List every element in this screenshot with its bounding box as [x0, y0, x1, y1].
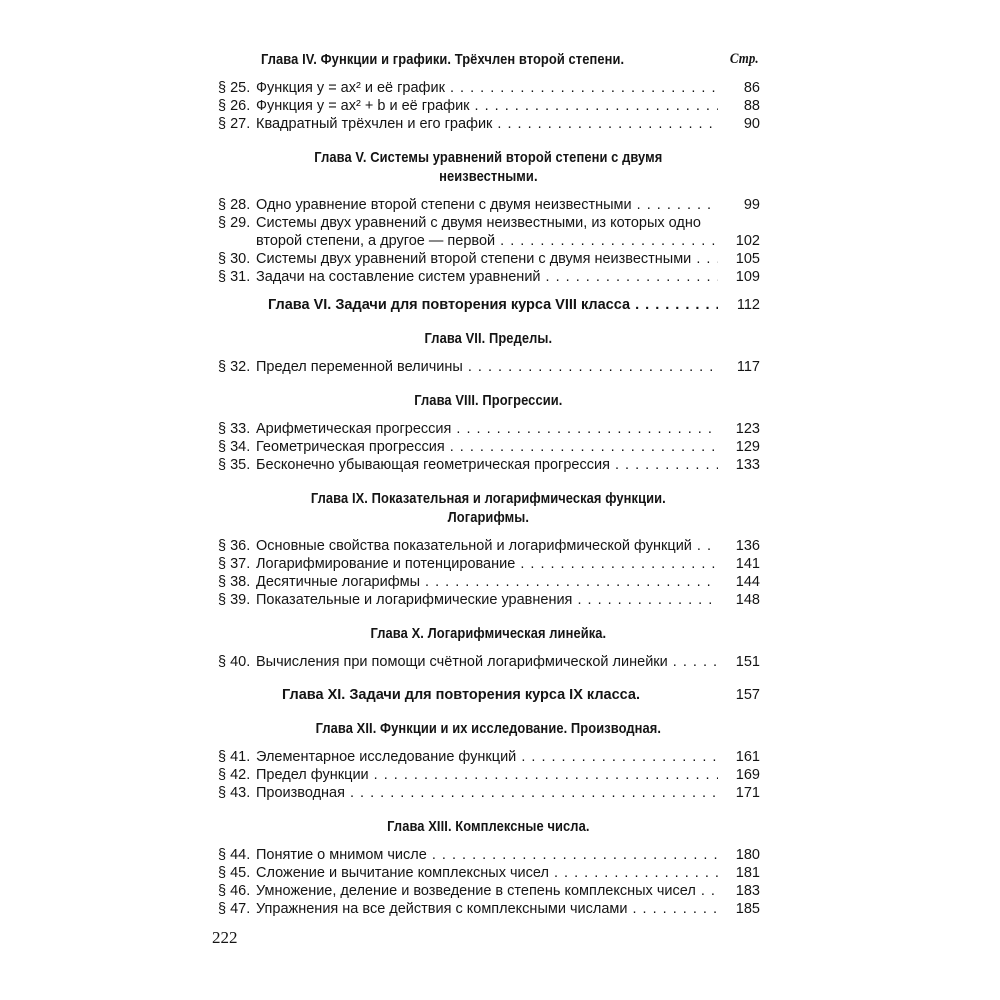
- toc-entry[interactable]: [218, 555, 760, 573]
- toc-entry[interactable]: [218, 214, 760, 232]
- toc-entry-cont[interactable]: [218, 232, 760, 250]
- page-ref: 169: [735, 767, 760, 783]
- chapter-title: Глава V. Системы уравнений второй степени с двумя: [314, 149, 663, 166]
- section-title: Понятие о мнимом числе . . .: [256, 846, 718, 864]
- chapter-5-entries: [218, 196, 760, 286]
- section-number: § 36.: [218, 538, 251, 554]
- page-ref: 136: [735, 538, 760, 554]
- section-number: § 26.: [218, 98, 251, 114]
- page-ref: 112: [736, 297, 760, 313]
- toc-entry[interactable]: [218, 882, 760, 900]
- section-title: Системы двух уравнений с двумя неизвестными, из которых одно: [256, 215, 701, 231]
- section-title: Сложение и вычитание комплексных чисел . . .: [256, 864, 718, 882]
- section-title: Системы двух уравнений второй степени с двумя неизвестными . . .: [256, 250, 718, 268]
- section-number: § 32.: [218, 359, 251, 375]
- section-title: Показательные и логарифмические уравнения . . .: [256, 591, 718, 609]
- chapter-9-entries: [218, 537, 760, 609]
- page-ref: 105: [735, 251, 760, 267]
- section-title: Одно уравнение второй степени с двумя неизвестными . . .: [256, 196, 718, 214]
- section-number: § 39.: [218, 592, 251, 608]
- toc-entry[interactable]: [218, 748, 760, 766]
- section-number: § 25.: [218, 80, 251, 96]
- section-number: § 34.: [218, 439, 251, 455]
- chapter-heading: [218, 148, 759, 167]
- page-ref: 171: [735, 785, 760, 801]
- toc-entry[interactable]: [218, 591, 760, 609]
- page-ref: 133: [735, 457, 760, 473]
- section-title: Логарифмирование и потенцирование . . .: [256, 555, 718, 573]
- page-ref: 141: [735, 556, 760, 572]
- section-number: § 28.: [218, 197, 251, 213]
- page-ref: 180: [735, 847, 760, 863]
- section-number: § 33.: [218, 421, 251, 437]
- section-title: Квадратный трёхчлен и его график . . .: [256, 115, 718, 133]
- chapter-8-entries: [218, 420, 760, 474]
- chapter-title: Глава VII. Пределы.: [424, 330, 553, 347]
- section-title-cont: второй степени, а другое — первой . . .: [256, 232, 718, 250]
- toc-entry[interactable]: [218, 196, 760, 214]
- chapter-title: Глава XIII. Комплексные числа.: [387, 818, 590, 835]
- chapter-heading-cont: [218, 508, 759, 527]
- section-number: § 42.: [218, 767, 251, 783]
- section-number: § 31.: [218, 269, 251, 285]
- page-ref: 183: [735, 883, 760, 899]
- toc-entry[interactable]: [218, 115, 760, 133]
- section-title: Элементарное исследование функций . . .: [256, 748, 718, 766]
- toc-entry[interactable]: [218, 900, 760, 918]
- page-ref: 109: [735, 269, 760, 285]
- section-number: § 27.: [218, 116, 251, 132]
- section-title: Вычисления при помощи счётной логарифмической линейки . . .: [256, 653, 718, 671]
- table-of-contents: [218, 50, 760, 918]
- section-number: § 45.: [218, 865, 251, 881]
- toc-entry[interactable]: [218, 438, 760, 456]
- section-title: Умножение, деление и возведение в степень комплексных чисел . . .: [256, 882, 718, 900]
- chapter-heading: [218, 391, 759, 410]
- chapter-heading: [218, 624, 759, 643]
- toc-entry[interactable]: [218, 864, 760, 882]
- section-title: Задачи на составление систем уравнений . . .: [256, 268, 718, 286]
- page-ref: 123: [735, 421, 760, 437]
- chapter-heading: [218, 50, 759, 69]
- chapter-13-entries: [218, 846, 760, 918]
- toc-entry[interactable]: [218, 537, 760, 555]
- chapter-title: Глава IX. Показательная и логарифмическая функции.: [310, 490, 666, 507]
- section-number: § 30.: [218, 251, 251, 267]
- section-title: Основные свойства показательной и логарифмической функций . . .: [256, 537, 718, 555]
- toc-entry[interactable]: [218, 846, 760, 864]
- page-ref: 99: [743, 197, 760, 213]
- chapter-title: Глава XI. Задачи для повторения курса IX класса.: [282, 687, 641, 703]
- chapter-heading-cont: [218, 167, 759, 186]
- chapter-12-entries: [218, 748, 760, 802]
- chapter-heading-entry[interactable]: [218, 686, 760, 704]
- chapter-10-entries: [218, 653, 760, 671]
- toc-entry[interactable]: [218, 653, 760, 671]
- chapter-title-cont: неизвестными.: [439, 168, 538, 185]
- page-ref: 144: [735, 574, 760, 590]
- toc-entry[interactable]: [218, 784, 760, 802]
- section-number: § 37.: [218, 556, 251, 572]
- chapter-title: Глава VIII. Прогрессии.: [414, 392, 563, 409]
- page-number: 222: [212, 928, 238, 947]
- section-title: Арифметическая прогрессия . . .: [256, 420, 718, 438]
- page-ref: 129: [735, 439, 760, 455]
- toc-entry[interactable]: [218, 766, 760, 784]
- toc-entry[interactable]: [218, 250, 760, 268]
- page-ref: 181: [735, 865, 760, 881]
- section-title: Функция y = ax² и её график . . .: [256, 79, 718, 97]
- section-number: § 46.: [218, 883, 251, 899]
- page-column-label: Стр.: [729, 51, 759, 67]
- section-number: § 40.: [218, 654, 251, 670]
- chapter-title: Глава XII. Функции и их исследование. Производная.: [315, 720, 662, 737]
- section-number: § 38.: [218, 574, 251, 590]
- section-title: Предел переменной величины . . .: [256, 358, 718, 376]
- page-ref: 88: [743, 98, 760, 114]
- chapter-heading: [218, 817, 759, 836]
- section-number: § 47.: [218, 901, 251, 917]
- section-title: Десятичные логарифмы . . .: [256, 573, 718, 591]
- toc-entry[interactable]: [218, 420, 760, 438]
- section-title: Упражнения на все действия с комплексными числами . . .: [256, 900, 718, 918]
- page-ref: 151: [735, 654, 760, 670]
- section-number: § 41.: [218, 749, 251, 765]
- toc-entry[interactable]: [218, 79, 760, 97]
- chapter-heading-entry[interactable]: [218, 296, 760, 314]
- page-ref: 185: [735, 901, 760, 917]
- toc-entry[interactable]: [218, 573, 760, 591]
- toc-entry[interactable]: [218, 456, 760, 474]
- section-title: Предел функции . . .: [256, 766, 718, 784]
- chapter-7-entries: [218, 358, 760, 376]
- page-ref: 117: [736, 359, 760, 375]
- toc-entry[interactable]: [218, 268, 760, 286]
- section-title: Геометрическая прогрессия . . .: [256, 438, 718, 456]
- chapter-title-cont: Логарифмы.: [447, 509, 530, 526]
- page-ref: 102: [735, 233, 760, 249]
- section-number: § 43.: [218, 785, 251, 801]
- section-number: § 29.: [218, 215, 251, 231]
- page-ref: 90: [743, 116, 760, 132]
- chapter-heading: [218, 719, 759, 738]
- section-title: Бесконечно убывающая геометрическая прогрессия . . .: [256, 456, 718, 474]
- section-title: Производная . . .: [256, 784, 718, 802]
- toc-entry[interactable]: [218, 97, 760, 115]
- page-ref: 86: [743, 80, 760, 96]
- chapter-heading: [218, 329, 759, 348]
- toc-entry[interactable]: [218, 358, 760, 376]
- chapter-title: Глава IV. Функции и графики. Трёхчлен второй степени.: [261, 51, 625, 68]
- section-title: Функция y = ax² + b и её график . . .: [256, 97, 718, 115]
- page-ref: 148: [735, 592, 760, 608]
- chapter-title: Глава VI. Задачи для повторения курса VIII класса . . .: [218, 296, 718, 314]
- chapter-heading: [218, 489, 759, 508]
- section-number: § 44.: [218, 847, 251, 863]
- page-ref: 161: [735, 749, 760, 765]
- chapter-4-entries: [218, 79, 760, 133]
- chapter-title: Глава X. Логарифмическая линейка.: [370, 625, 607, 642]
- page-ref: 157: [735, 687, 760, 703]
- section-number: § 35.: [218, 457, 251, 473]
